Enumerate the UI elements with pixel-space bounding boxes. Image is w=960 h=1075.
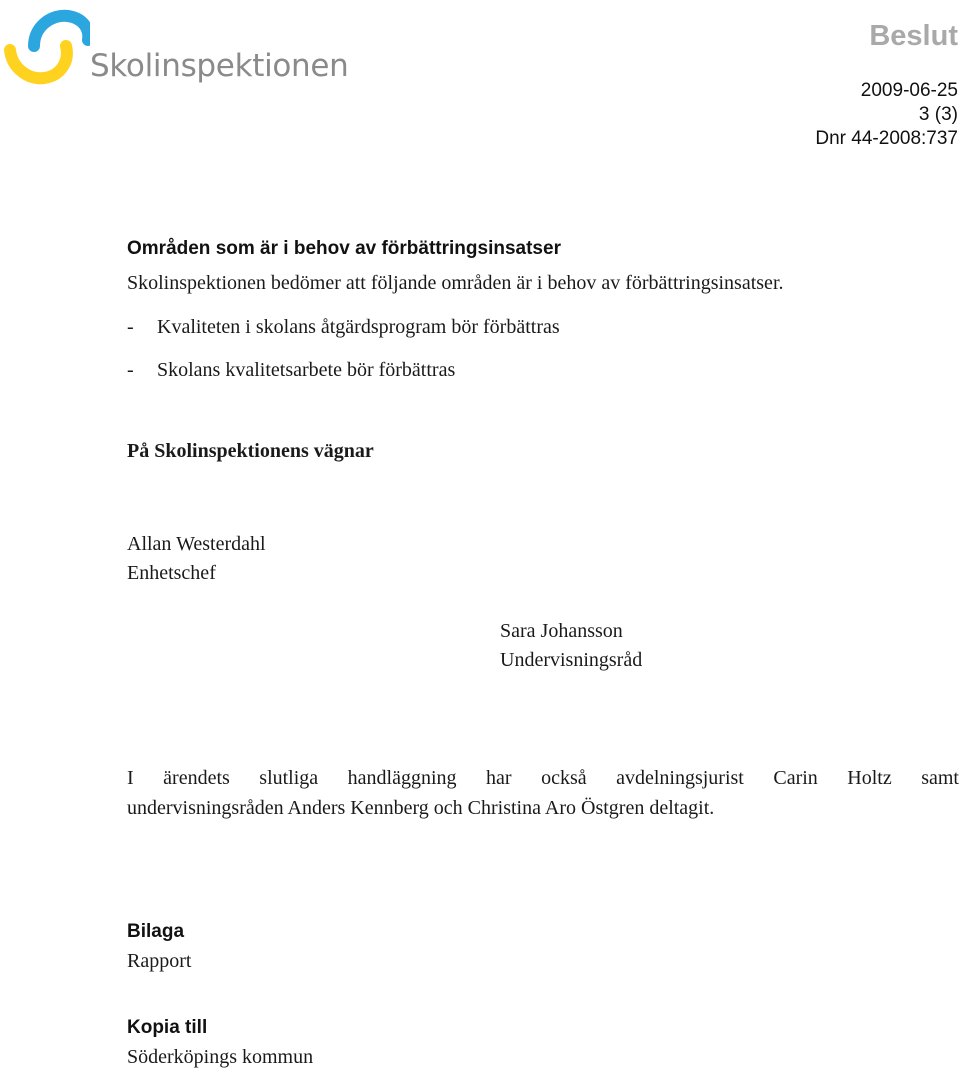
document-date: 2009-06-25 [860,80,958,101]
list-item-text: Skolans kvalitetsarbete bör förbättras [157,359,456,381]
org-logo [4,6,349,90]
closing-line-1: I ärendets slutliga handläggning har också avdelningsjurist Carin Holtz samt [127,767,959,789]
list-dash: - [127,316,134,338]
logo-mark-icon [4,6,90,86]
attachment-heading: Bilaga [127,921,185,942]
list-item [127,359,455,382]
signer1-name: Allan Westerdahl [127,533,266,555]
on-behalf-line: På Skolinspektionens vägnar [127,440,374,462]
section-heading-improvement: Områden som är i behov av förbättringsinsatser [127,238,561,259]
closing-paragraph [127,763,959,823]
document-meta [815,79,958,151]
list-dash: - [127,359,134,381]
improvement-intro: Skolinspektionen bedömer att följande områden är i behov av förbättringsinsatser. [127,272,784,294]
logo-wordmark: Skolinspektionen [90,48,349,84]
document-type: Beslut [869,20,958,52]
signer2-name: Sara Johansson [500,620,623,642]
attachment-value: Rapport [127,950,192,972]
registration-number: Dnr 44-2008:737 [815,128,958,149]
copy-heading: Kopia till [127,1017,208,1038]
page-number: 3 (3) [918,104,958,125]
list-item [127,316,560,339]
signer1-title: Enhetschef [127,562,216,584]
list-item-text: Kvaliteten i skolans åtgärdsprogram bör förbättras [157,316,560,338]
copy-value: Söderköpings kommun [127,1046,314,1068]
signer2-title: Undervisningsråd [500,649,643,671]
closing-line-2: undervisningsråden Anders Kennberg och Christina Aro Östgren deltagit. [127,797,715,819]
